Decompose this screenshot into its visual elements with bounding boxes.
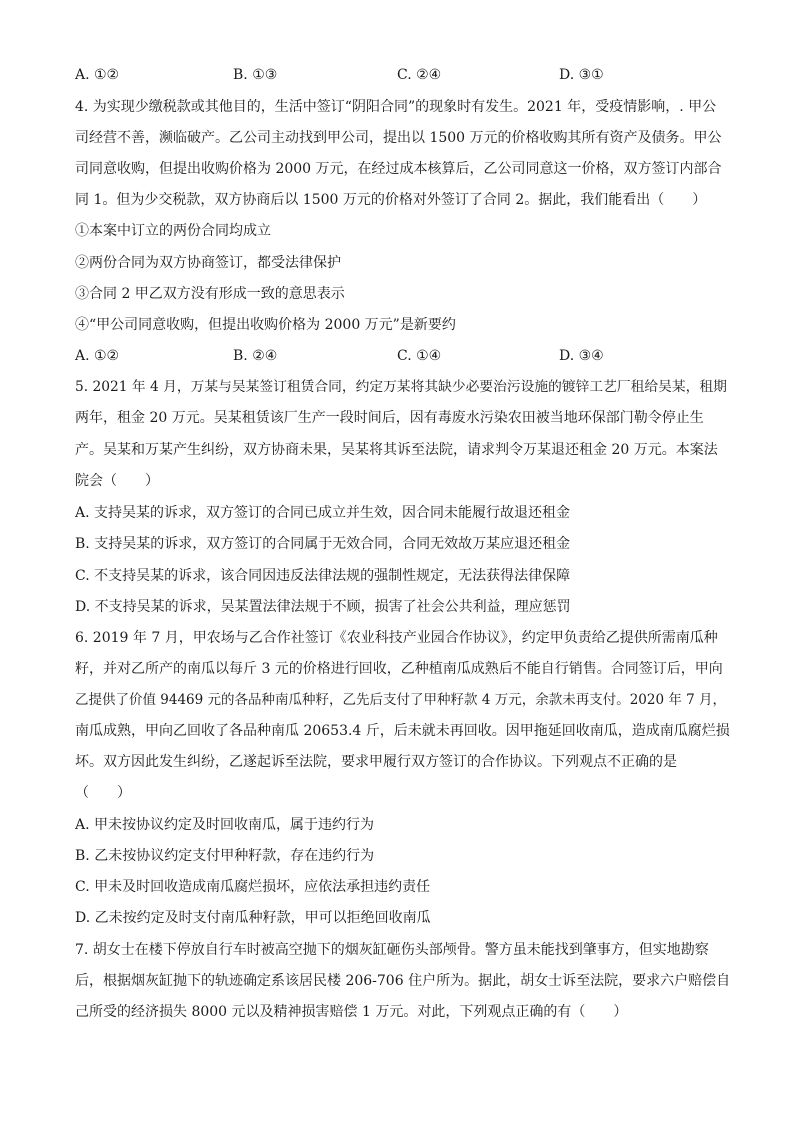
q5-option-d: D. 不支持吴某的诉求，吴某置法律法规于不顾，损害了社会公共利益，理应惩罚 (75, 599, 571, 615)
q7-stem-line: 后，根据烟灰缸抛下的轨迹确定系该居民楼 206-706 住户所为。据此，胡女士诉至法院，要求六户赔偿自 (75, 973, 731, 989)
q4-option-d: D. ③④ (559, 348, 604, 364)
q4-statement-3: ③合同 2 甲乙双方没有形成一致的意思表示 (75, 286, 345, 302)
q3-option-a: A. ①② (75, 67, 120, 83)
q5-option-b: B. 支持吴某的诉求，双方签订的合同属于无效合同，合同无效故万某应退还租金 (75, 536, 571, 552)
q4-statement-1: ①本案中订立的两份合同均成立 (75, 223, 271, 239)
q5-option-a: A. 支持吴某的诉求，双方签订的合同已成立并生效，因合同未能履行故退还租金 (75, 505, 571, 521)
q4-option-a: A. ①② (75, 348, 120, 364)
q6-option-a: A. 甲未按协议约定及时回收南瓜，属于违约行为 (75, 817, 375, 833)
q6-stem-line: 乙提供了价值 94469 元的各品种南瓜种籽，乙先后支付了甲种籽款 4 万元，余款未再支付。2020 年 7 月， (75, 692, 727, 708)
q3-options-row (75, 66, 735, 84)
q4-statement-2: ②两份合同为双方协商签订，都受法律保护 (75, 255, 341, 271)
q4-option-b: B. ②④ (233, 348, 278, 364)
q4-stem-line: 司同意收购，但提出收购价格为 2000 万元，在经过成本核算后，乙公司同意这一价格，双方签订内部合 (75, 161, 722, 177)
q6-stem-line: 6. 2019 年 7 月，甲农场与乙合作社签订《农业科技产业园合作协议》，约定甲负责给乙提供所需南瓜种 (75, 630, 718, 646)
q6-stem-line: 南瓜成熟，甲向乙回收了各品种南瓜 20653.4 斤，后未就未再回收。因甲拖延回收南瓜，造成南瓜腐烂损 (75, 723, 730, 739)
q4-options-row (75, 347, 735, 365)
q3-option-d: D. ③① (559, 67, 604, 83)
q6-option-c: C. 甲未及时回收造成南瓜腐烂损坏，应依法承担违约责任 (75, 879, 431, 895)
q6-stem-line: 坏。双方因此发生纠纷，乙遂起诉至法院，要求甲履行双方签订的合作协议。下列观点不正确的是 (75, 754, 677, 770)
q6-stem-line: （ ） (75, 785, 131, 801)
q3-option-c: C. ②④ (397, 67, 442, 83)
q6-option-b: B. 乙未按协议约定支付甲种籽款，存在违约行为 (75, 848, 375, 864)
q5-stem-line: 院会（ ） (75, 473, 159, 489)
q4-statement-4: ④“甲公司同意收购，但提出收购价格为 2000 万元”是新要约 (75, 317, 456, 333)
q6-stem-line: 籽，并对乙所产的南瓜以每斤 3 元的价格进行回收，乙种植南瓜成熟后不能自行销售。合同签订后，甲向 (75, 661, 723, 677)
q5-stem-line: 5. 2021 年 4 月，万某与吴某签订租赁合同，约定万某将其缺少必要治污设施的镀锌工艺厂租给吴某，租期 (75, 379, 727, 395)
q4-stem-line: 4. 为实现少缴税款或其他目的，生活中签订“阴阳合同”的现象时有发生。2021 年，受疫情影响，. 甲公 (75, 99, 717, 115)
q4-option-c: C. ①④ (397, 348, 442, 364)
q5-option-c: C. 不支持吴某的诉求，该合同因违反法律法规的强制性规定，无法获得法律保障 (75, 568, 571, 584)
q7-stem-line: 己所受的经济损失 8000 元以及精神损害赔偿 1 万元。对此，下列观点正确的有（ ） (75, 1004, 628, 1020)
q7-stem-line: 7. 胡女士在楼下停放自行车时被高空抛下的烟灰缸砸伤头部颅骨。警方虽未能找到肇事方，但实地勘察 (75, 942, 709, 958)
q5-stem-line: 两年，租金 20 万元。吴某租赁该厂生产一段时间后，因有毒废水污染农田被当地环保部门勒令停止生 (75, 410, 704, 426)
q6-option-d: D. 乙未按约定及时支付南瓜种籽款，甲可以拒绝回收南瓜 (75, 910, 431, 926)
q4-stem-line: 同 1。但为少交税款，双方协商后以 1500 万元的价格对外签订了合同 2。据此，我们能看出（ ） (75, 192, 707, 208)
q4-stem-line: 司经营不善，濒临破产。乙公司主动找到甲公司，提出以 1500 万元的价格收购其所有资产及债务。甲公 (75, 130, 722, 146)
q3-option-b: B. ①③ (233, 67, 278, 83)
q5-stem-line: 产。吴某和万某产生纠纷，双方协商未果，吴某将其诉至法院，请求判令万某退还租金 20 万元。本案法 (75, 442, 718, 458)
